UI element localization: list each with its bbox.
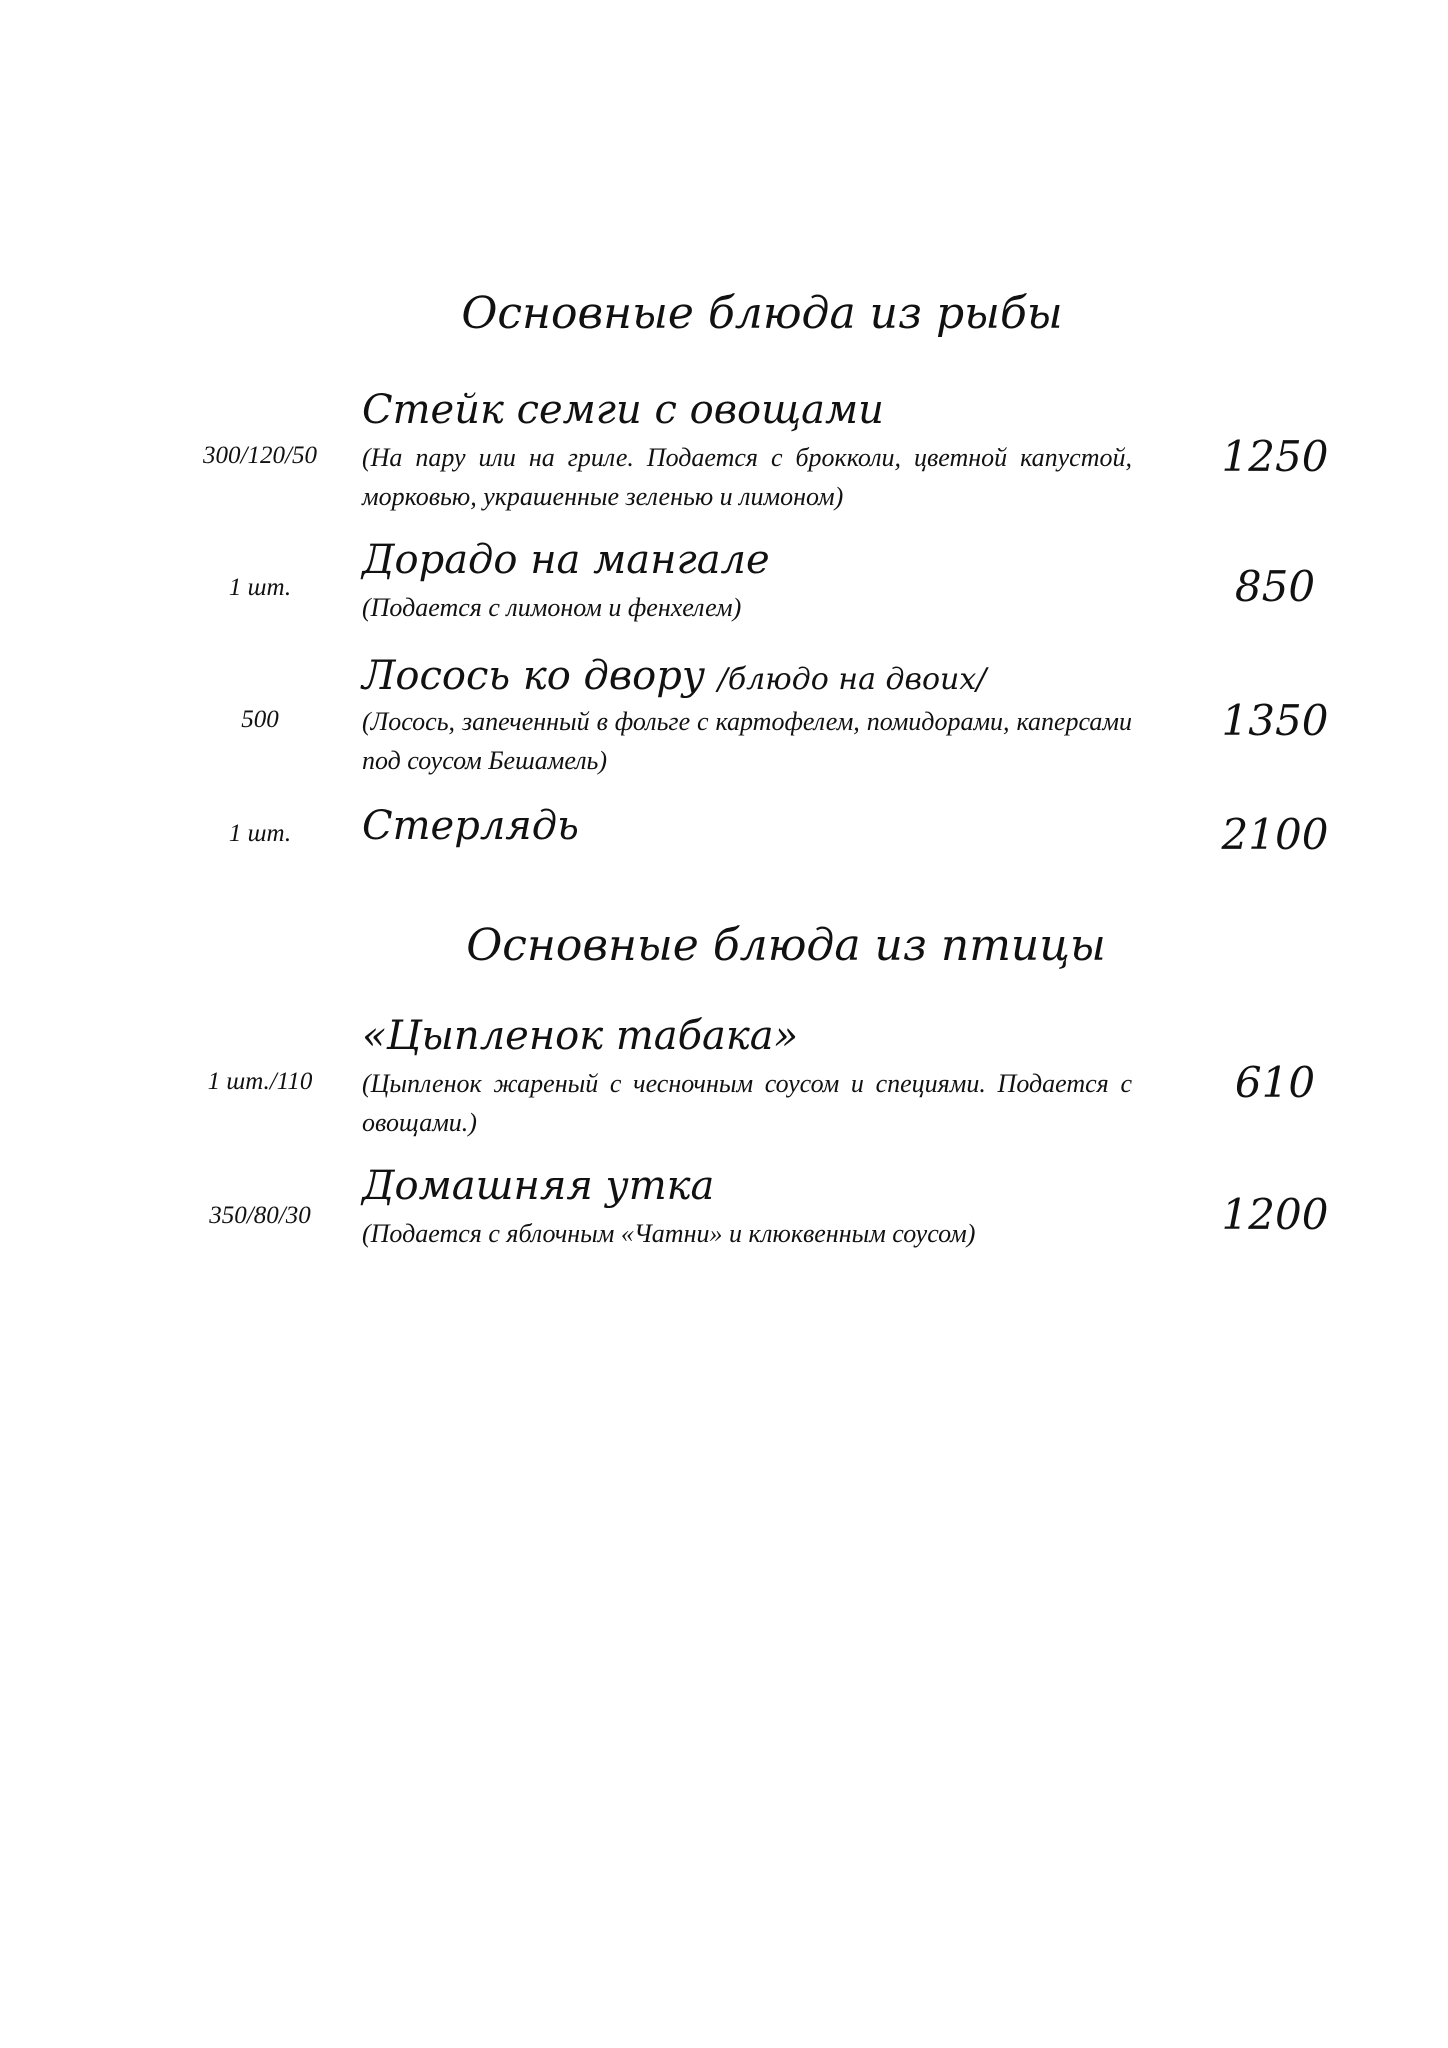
item-name: «Цыпленок табака» [362,1013,799,1059]
item-description: (Лосось, запеченный в фольге с картофелем, помидорами, каперсами под соусом Бешамель) [362,707,1132,775]
item-description: (Цыпленок жареный с чесночным соусом и специями. Подается с овощами.) [362,1069,1132,1137]
item-weight: 1 шт./110 [207,1068,313,1095]
section-title-fish: Основные блюда из рыбы [461,288,1063,339]
item-name: Стейк семги с овощами [362,387,884,433]
item-description: (На пару или на гриле. Подается с брокколи, цветной капустой, морковью, украшенные зеленью и лимоном) [362,443,1132,511]
item-description: (Подается с лимоном и фенхелем) [362,593,742,622]
item-weight: 1 шт. [228,574,292,601]
item-weight: 1 шт. [228,820,292,847]
item-weight: 350/80/30 [209,1202,311,1229]
item-name-text: Лосось ко двору [362,653,706,699]
item-price: 1250 [1221,432,1329,481]
item-price: 2100 [1221,810,1329,859]
item-price: 1350 [1221,696,1329,745]
item-description: (Подается с яблочным «Чатни» и клюквенным соусом) [362,1219,976,1248]
item-price: 1200 [1221,1190,1329,1239]
item-price: 850 [1234,562,1316,611]
item-weight: 500 [241,706,279,733]
item-name-note: /блюдо на двоих/ [717,662,987,697]
item-name: Стерлядь [362,803,579,849]
item-weight: 300/120/50 [203,442,317,469]
item-name: Дорадо на мангале [362,537,770,583]
item-name: Домашняя утка [362,1163,715,1209]
item-price: 610 [1234,1058,1316,1107]
section-title-poultry: Основные блюда из птицы [466,920,1106,971]
item-name [362,653,987,699]
